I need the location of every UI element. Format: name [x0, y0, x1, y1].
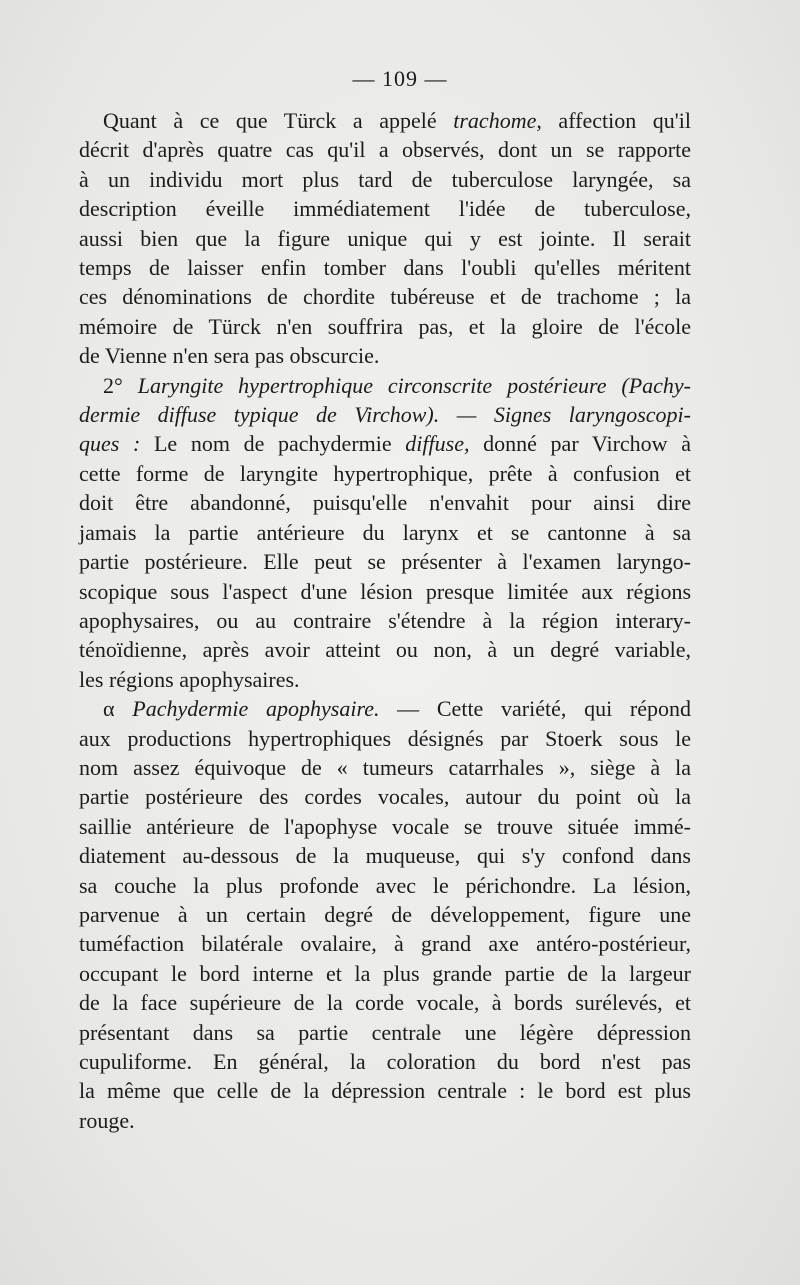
text-run: parvenue à un certain degré de développement, figure une: [79, 901, 691, 927]
text-line: [79, 812, 691, 841]
text-run: aux productions hypertrophiques désignés par Stoerk sous le: [79, 725, 691, 751]
italic-text: Laryngite hypertrophique circonscrite postérieure (Pachy-: [137, 372, 691, 398]
text-run: apophysaires, ou au contraire s'étendre à la région interary-: [79, 607, 691, 633]
text-line: [79, 371, 691, 400]
text-run: la même que celle de la dépression centrale : le bord est plus: [79, 1078, 691, 1104]
text-line: [79, 1047, 691, 1076]
italic-text: dermie diffuse typique de Virchow). — Signes laryngoscopi-: [79, 402, 691, 428]
text-run: cette forme de laryngite hypertrophique, prête à confusion et: [79, 460, 691, 486]
text-line: [79, 753, 691, 782]
text-line: [79, 871, 691, 900]
text-line: [79, 488, 691, 517]
text-line: [79, 429, 691, 458]
text-run: rouge.: [79, 1107, 135, 1133]
text-run: Quant à ce que Türck a appelé: [103, 108, 454, 133]
text-run: décrit d'après quatre cas qu'il a observés, dont un se rapporte: [79, 137, 691, 163]
text-run: diatement au-dessous de la muqueuse, qui s'y confond dans: [79, 843, 691, 869]
text-run: partie postérieure des cordes vocales, autour du point où la: [79, 784, 691, 810]
text-run: partie postérieure. Elle peut se présenter à l'examen laryngo-: [79, 549, 691, 575]
text-run: aussi bien que la figure unique qui y est jointe. Il serait: [79, 225, 691, 251]
text-line: [79, 929, 691, 958]
text-run: ténoïdienne, après avoir atteint ou non, à un degré variable,: [79, 637, 691, 663]
text-line: [79, 841, 691, 870]
text-run: les régions apophysaires.: [79, 666, 300, 692]
text-line: [79, 459, 691, 488]
text-line: [79, 577, 691, 606]
text-line: [79, 1076, 691, 1105]
text-run: , affection qu'il: [536, 108, 691, 133]
text-run: de Vienne n'en sera pas obscurcie.: [79, 343, 380, 369]
text-line: [79, 400, 691, 429]
text-line: [79, 782, 691, 811]
text-line: [79, 194, 691, 223]
text-line: [79, 312, 691, 341]
text-line: [79, 635, 691, 664]
text-line: [79, 341, 691, 370]
text-run: cupuliforme. En général, la coloration du bord n'est pas: [79, 1049, 691, 1074]
text-run: donné par Virchow à: [469, 431, 691, 457]
italic-text: ques :: [79, 431, 141, 457]
text-line: [79, 959, 691, 988]
text-line: [79, 900, 691, 929]
text-line: [79, 106, 691, 135]
text-run: à un individu mort plus tard de tuberculose laryngée, sa: [79, 166, 691, 192]
text-run: présentant dans sa partie centrale une légère dépression: [79, 1019, 691, 1045]
text-line: [79, 988, 691, 1017]
italic-text: Pachydermie apophysaire.: [132, 696, 380, 722]
text-line: [79, 665, 691, 694]
text-run: ces dénominations de chordite tubéreuse et de trachome ; la: [79, 284, 691, 310]
text-run: — Cette variété, qui répond: [379, 696, 691, 722]
text-run: saillie antérieure de l'apophyse vocale se trouve située immé-: [79, 813, 691, 839]
text-run: sa couche la plus profonde avec le périchondre. La lésion,: [79, 872, 691, 898]
text-run: jamais la partie antérieure du larynx et se cantonne à sa: [79, 519, 691, 545]
text-line: [79, 165, 691, 194]
italic-text: diffuse,: [405, 431, 470, 457]
text-line: [79, 253, 691, 282]
text-line: [79, 282, 691, 311]
text-run: mémoire de Türck n'en souffrira pas, et la gloire de l'école: [79, 313, 691, 339]
body-text: [79, 106, 691, 1135]
italic-text: trachome: [453, 108, 537, 133]
text-run: Le nom de pachydermie: [140, 431, 406, 457]
text-run: 2°: [103, 372, 138, 398]
text-line: [79, 224, 691, 253]
text-run: nom assez équivoque de « tumeurs catarrhales », siège à la: [79, 754, 691, 780]
text-line: [79, 606, 691, 635]
text-line: [79, 1018, 691, 1047]
text-line: [79, 724, 691, 753]
text-run: de la face supérieure de la corde vocale, à bords surélevés, et: [79, 990, 691, 1016]
text-run: description éveille immédiatement l'idée de tuberculose,: [79, 196, 691, 222]
text-run: temps de laisser enfin tomber dans l'oubli qu'elles méritent: [79, 255, 691, 281]
text-line: [79, 694, 691, 723]
text-run: scopique sous l'aspect d'une lésion presque limitée aux régions: [79, 578, 691, 604]
text-run: doit être abandonné, puisqu'elle n'envahit pour ainsi dire: [79, 490, 691, 516]
text-run: α: [103, 696, 133, 722]
text-run: tuméfaction bilatérale ovalaire, à grand axe antéro-postérieur,: [79, 931, 691, 957]
text-line: [79, 135, 691, 164]
text-line: [79, 518, 691, 547]
page-number: — 109 —: [352, 66, 448, 91]
text-line: [79, 1106, 691, 1135]
text-line: [79, 547, 691, 576]
text-run: occupant le bord interne et la plus grande partie de la largeur: [79, 960, 691, 986]
